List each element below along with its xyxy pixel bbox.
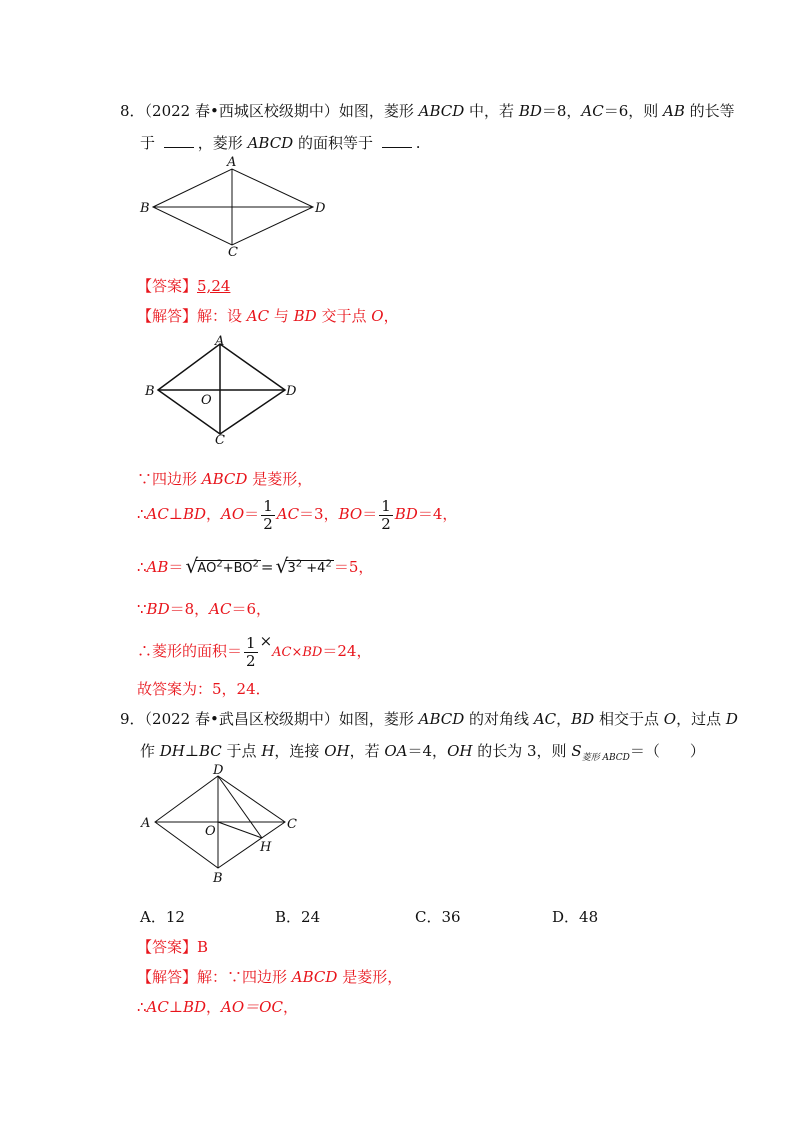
sol-bd: BD [146, 600, 170, 618]
fraction-half [261, 498, 275, 532]
sqrt-term: +BO [222, 561, 253, 576]
fig3-label-o: O [205, 824, 216, 839]
sol-text: 与 [269, 307, 294, 325]
solution-label: 【解答】 [137, 307, 198, 325]
fig2-label-c: C [215, 433, 225, 448]
sol-text: ， [282, 998, 298, 1016]
q9-s: S [571, 742, 582, 760]
sol-perp: AC⊥BD [146, 998, 207, 1016]
option-d[interactable]: D．48 [552, 908, 599, 926]
answer-value: 5,24 [197, 277, 231, 295]
square: 2 [295, 558, 303, 570]
q8-text: ＝8， [541, 102, 582, 120]
q8-text: ，菱形 [197, 134, 248, 152]
q9-d: D [725, 710, 738, 728]
q8-stem-line2 [140, 132, 421, 153]
q8-because1 [137, 468, 312, 489]
option-b[interactable]: B．24 [275, 908, 321, 926]
q9-text: ，过点 [676, 710, 726, 728]
q8-source: （2022 春•西城区校级期中） [144, 102, 339, 120]
sol-text: = [260, 558, 274, 576]
q9-ac: AC [533, 710, 557, 728]
fig1-label-c: C [228, 245, 238, 260]
option-a[interactable]: A．12 [140, 908, 185, 926]
q8-text: 于 [140, 134, 160, 152]
sol-text: 是菱形， [247, 470, 313, 488]
q8-solution-line1 [137, 305, 399, 326]
sol-text: ∴ [137, 998, 147, 1016]
times-sign: × [259, 632, 273, 650]
q9-o: O [663, 710, 677, 728]
frac-den: 2 [381, 514, 391, 533]
q9-text: 如图，菱形 [338, 710, 419, 728]
sol-ao: AO [221, 505, 245, 523]
sol-text: 解：设 [197, 307, 247, 325]
q9-text: ，若 [349, 742, 385, 760]
sol-text: ＝ [244, 505, 260, 523]
fig2-label-d: D [286, 384, 297, 399]
square: 2 [216, 558, 223, 570]
frac-den: 2 [246, 651, 256, 670]
q8-abcd: ABCD [247, 134, 294, 152]
q9-subscript: 菱形 ABCD [581, 753, 630, 763]
sol-text: ＝8， [169, 600, 210, 618]
q9-text: ＝4， [407, 742, 448, 760]
q8-answer [137, 275, 230, 296]
q8-text: 的面积等于 [293, 134, 378, 152]
q9-text: 作 [140, 742, 160, 760]
q9-text: 的对角线 [464, 710, 534, 728]
q9-abcd: ABCD [418, 710, 465, 728]
q9-h: H [261, 742, 275, 760]
fig1-label-d: D [315, 201, 326, 216]
q8-number: 8． [120, 102, 145, 120]
sol-text: ＝ [168, 558, 184, 576]
q8-therefore3 [137, 632, 371, 669]
sol-text: ＝4， [417, 505, 458, 523]
fig2-label-o: O [201, 393, 212, 408]
rhombus-figure-3 [135, 762, 310, 887]
fig1-label-b: B [140, 201, 150, 216]
sol-abcd: ABCD [291, 968, 338, 986]
fig3-label-h: H [260, 840, 272, 855]
answer-value: B [197, 938, 209, 956]
sqrt-expression-1: √ $AO^2+BO^2$ [185, 554, 259, 578]
sol-abcd: ABCD [201, 470, 248, 488]
sqrt-expression-2: √ $3^2 +4^2$ [275, 554, 332, 578]
q8-abcd: ABCD [418, 102, 465, 120]
q9-solution-line1 [137, 966, 402, 987]
fig3-label-d: D [213, 763, 224, 778]
sol-text: ＝6， [231, 600, 272, 618]
q9-answer [137, 936, 208, 957]
sol-acxbd: AC×BD [272, 645, 323, 660]
q9-solution-line2 [137, 996, 298, 1017]
fig2-label-a: A [215, 334, 225, 349]
sol-text: ∴菱形的面积＝ [137, 642, 243, 660]
q9-text: 于点 [221, 742, 262, 760]
q8-bd: BD [518, 102, 542, 120]
sol-ac: AC [246, 307, 270, 325]
q8-final: 故答案为：5，24． [137, 680, 271, 698]
sol-text: ∵四边形 [137, 470, 202, 488]
answer-blank [382, 135, 412, 148]
frac-num: 1 [246, 634, 256, 652]
q8-ac: AC [581, 102, 604, 120]
q8-text: 中，若 [464, 102, 519, 120]
sol-text: ， [206, 505, 222, 523]
frac-den: 2 [263, 514, 273, 533]
answer-label: 【答案】 [137, 277, 198, 295]
q9-oh: OH [447, 742, 473, 760]
fraction-half [244, 635, 258, 669]
q9-text: ，连接 [274, 742, 325, 760]
q9-source: （2022 春•武昌区校级期中） [144, 710, 339, 728]
fig3-label-a: A [141, 816, 151, 831]
answer-label: 【答案】 [137, 938, 198, 956]
q8-text: 如图，菱形 [338, 102, 419, 120]
q9-stem-line2 [140, 740, 705, 763]
sol-text: 交于点 [316, 307, 372, 325]
frac-num: 1 [381, 497, 391, 515]
fraction-half [379, 498, 393, 532]
q9-text: ， [556, 710, 572, 728]
sqrt-term: +4 [302, 561, 326, 576]
q8-text: . [415, 134, 421, 152]
square: 2 [325, 558, 332, 570]
sol-text: ∴ [137, 558, 147, 576]
sol-text: ＝5， [333, 558, 374, 576]
sol-perp: AC⊥BD [146, 505, 207, 523]
sol-ab: AB [146, 558, 169, 576]
sol-bo: BO [338, 505, 363, 523]
sol-text: ＝ [362, 505, 378, 523]
sol-ao-oc: AO＝OC [221, 998, 283, 1016]
fig1-label-a: A [227, 155, 237, 170]
sol-text: 解：∵四边形 [197, 968, 292, 986]
sol-ac: AC [276, 505, 300, 523]
frac-num: 1 [263, 497, 273, 515]
q8-because2 [137, 598, 271, 619]
sol-text: 是菱形， [337, 968, 403, 986]
q9-oh: OH [324, 742, 350, 760]
sol-text: ＝3， [299, 505, 339, 523]
q9-text: 相交于点 [594, 710, 664, 728]
sol-text: ， [383, 307, 399, 325]
solution-label: 【解答】 [137, 968, 198, 986]
q8-text: ＝6，则 [603, 102, 664, 120]
fig2-label-b: B [145, 384, 155, 399]
q9-stem-line1 [120, 708, 738, 729]
q9-dh-bc: DH⊥BC [159, 742, 222, 760]
sol-text: ∴ [137, 505, 147, 523]
sol-text: ＝24， [322, 642, 372, 660]
sol-bd: BD [293, 307, 317, 325]
q9-number: 9． [120, 710, 145, 728]
sol-text: ∵ [137, 600, 147, 618]
q8-stem-line1 [120, 100, 735, 121]
q8-ab: AB [663, 102, 685, 120]
sqrt-term: AO [197, 561, 217, 576]
answer-blank [164, 135, 194, 148]
square: 2 [252, 558, 259, 570]
option-c[interactable]: C．36 [415, 908, 461, 926]
sol-o: O [371, 307, 384, 325]
q9-text: 的长为 3，则 [472, 742, 572, 760]
sol-text: ， [206, 998, 222, 1016]
q8-text: 的长等 [684, 102, 735, 120]
q9-bd: BD [571, 710, 595, 728]
fig3-label-b: B [213, 871, 223, 886]
q8-therefore2 [137, 556, 373, 577]
fig3-label-c: C [287, 817, 297, 832]
sqrt-term: 3 [287, 561, 296, 576]
q8-therefore1 [137, 498, 457, 532]
sol-bd: BD [394, 505, 418, 523]
sol-ac: AC [209, 600, 232, 618]
rhombus-figure-2 [140, 330, 300, 448]
q9-oa: OA [384, 742, 408, 760]
q9-text: ＝（ ） [629, 742, 705, 760]
rhombus-figure-1 [135, 155, 335, 260]
